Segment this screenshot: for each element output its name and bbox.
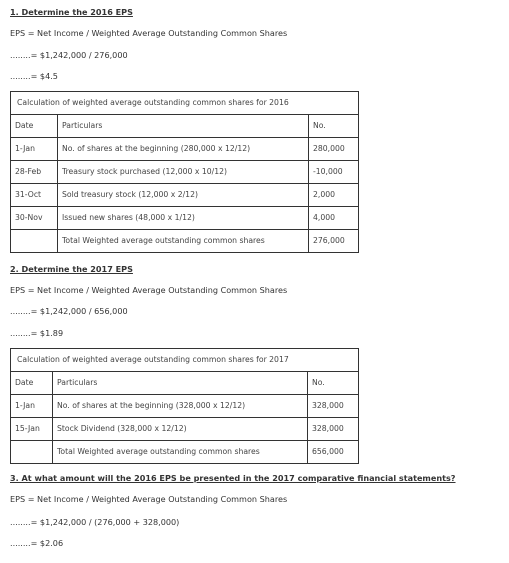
section2-calc: ........= $1,242,000 / 656,000 [10,306,128,316]
column-header-date: Date [11,372,53,395]
cell-particulars: Total Weighted average outstanding common shares [53,441,308,464]
column-header-number: No. [309,115,359,138]
table-row [11,207,359,230]
table-header-row [11,372,359,395]
cell-number: 328,000 [308,395,359,418]
cell-particulars: No. of shares at the beginning (328,000 x 12/12) [53,395,308,418]
cell-number: 4,000 [309,207,359,230]
section3-calc: ........= $1,242,000 / (276,000 + 328,000) [10,517,180,527]
table-header-row [11,115,359,138]
cell-particulars: No. of shares at the beginning (280,000 x 12/12) [58,138,309,161]
column-header-particulars: Particulars [58,115,309,138]
section3-result: ........= $2.06 [10,538,64,548]
column-header-particulars: Particulars [53,372,308,395]
section1-result: ........= $4.5 [10,71,58,81]
table-caption: Calculation of weighted average outstanding common shares for 2016 [11,92,359,115]
cell-number: 328,000 [308,418,359,441]
section1-calc: ........= $1,242,000 / 276,000 [10,50,128,60]
table-row [11,184,359,207]
weighted-shares-table-2016 [10,91,359,253]
table-caption-row [11,349,359,372]
cell-date: 1-Jan [11,395,53,418]
table-row [11,395,359,418]
section1-heading: 1. Determine the 2016 EPS [10,7,133,17]
cell-date: 28-Feb [11,161,58,184]
table-row [11,418,359,441]
table-row [11,161,359,184]
cell-particulars: Issued new shares (48,000 x 1/12) [58,207,309,230]
section2-heading: 2. Determine the 2017 EPS [10,264,133,274]
cell-date: 31-Oct [11,184,58,207]
cell-date: 30-Nov [11,207,58,230]
cell-date: 15-Jan [11,418,53,441]
section2-result: ........= $1.89 [10,328,64,338]
column-header-number: No. [308,372,359,395]
cell-particulars: Stock Dividend (328,000 x 12/12) [53,418,308,441]
cell-number: 656,000 [308,441,359,464]
cell-date [11,230,58,253]
cell-particulars: Sold treasury stock (12,000 x 2/12) [58,184,309,207]
cell-number: -10,000 [309,161,359,184]
table-total-row [11,230,359,253]
table-caption-row [11,92,359,115]
cell-particulars: Total Weighted average outstanding common shares [58,230,309,253]
table-row [11,138,359,161]
column-header-date: Date [11,115,58,138]
cell-number: 276,000 [309,230,359,253]
section1-formula: EPS = Net Income / Weighted Average Outstanding Common Shares [10,28,288,38]
cell-date: 1-Jan [11,138,58,161]
section3-heading: 3. At what amount will the 2016 EPS be presented in the 2017 comparative financial statements? [10,473,456,483]
cell-number: 2,000 [309,184,359,207]
section3-formula: EPS = Net Income / Weighted Average Outstanding Common Shares [10,494,288,504]
cell-date [11,441,53,464]
section2-formula: EPS = Net Income / Weighted Average Outstanding Common Shares [10,285,288,295]
table-total-row [11,441,359,464]
cell-number: 280,000 [309,138,359,161]
table-caption: Calculation of weighted average outstanding common shares for 2017 [11,349,359,372]
weighted-shares-table-2017 [10,348,359,464]
cell-particulars: Treasury stock purchased (12,000 x 10/12) [58,161,309,184]
